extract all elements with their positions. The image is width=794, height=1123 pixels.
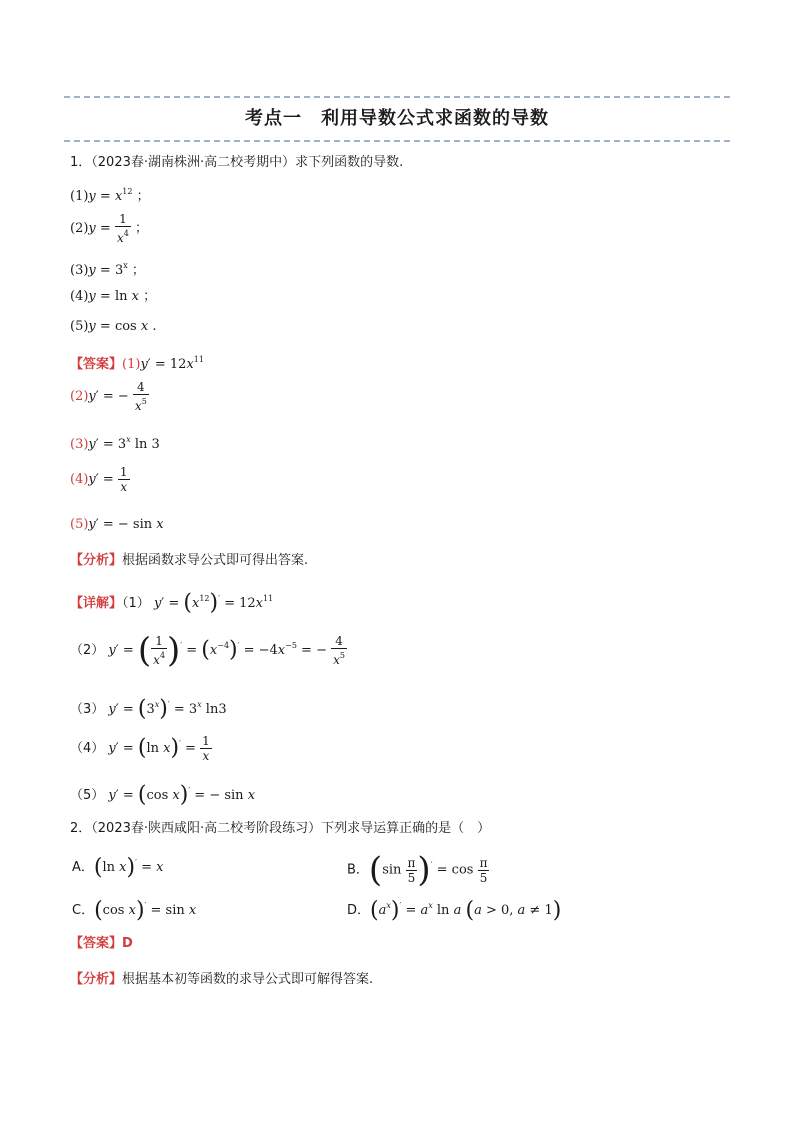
- q1-answer-3: $(3)y' = 3^x$ ln 3: [70, 435, 160, 452]
- option-a[interactable]: A．(ln x)′ = x: [72, 855, 164, 880]
- q1-item-1: $(1)y = x^{12}$ ；: [70, 187, 150, 204]
- q1-answer-5: (5)y′ = − sin x: [70, 517, 164, 532]
- answer-tag: 【答案】: [70, 357, 123, 372]
- q1-detail-5: （5） y′ = (cos x)′ = − sin x: [70, 782, 256, 808]
- q1-detail-2: （2） y′ = ( $\frac{1}{x^4}$ )$' = (x^{-4})' = -4x^{-5}$ = − $\frac{4}{x^5}$: [70, 630, 345, 671]
- q1-detail-4: （4） y′ = (ln x)′ = $\frac{1}{x}$: [70, 734, 210, 763]
- q1-item-4: (4)y = ln x ；: [70, 289, 157, 304]
- q2-analysis: 【分析】根据基本初等函数的求导公式即可解得答案.: [70, 972, 374, 987]
- q1-analysis: 【分析】根据函数求导公式即可得出答案.: [70, 553, 309, 568]
- q1-item-5: (5)y = cos x .: [70, 319, 157, 334]
- q1-detail-3: （3） $y' = (3^x)' = 3^x$ ln3: [70, 696, 227, 722]
- q1-answer-2: (2)y′ = − $\frac{4}{x^5}$: [70, 380, 147, 413]
- question-source: （2023春·湖南株洲·高二校考期中）: [91, 155, 296, 170]
- q1-answer-1: 【答案】$(1)y' = 12x^{11}$: [70, 355, 204, 372]
- analysis-tag: 【分析】: [70, 553, 123, 568]
- q1-answer-4: (4)y′ = $\frac{1}{x}$: [70, 465, 128, 494]
- question-text: 下列求导运算正确的是（ ）: [321, 821, 491, 836]
- q1-item-3: $(3)y = 3^x$ ；: [70, 261, 145, 278]
- q2-answer: [70, 935, 133, 953]
- top-dashed-rule: [64, 96, 730, 98]
- section-title: 考点一 利用导数公式求函数的导数: [245, 108, 549, 129]
- bottom-dashed-rule: [64, 140, 730, 142]
- question-1-stem: [70, 154, 403, 172]
- option-b[interactable]: B．(sin $\frac{\pi}{5}$ )′ = cos $\frac{\pi}{5}$: [347, 850, 488, 890]
- option-d[interactable]: D．$(a^x)' = a^x$ ln a (a > 0, a ≠ 1): [347, 898, 562, 923]
- option-c[interactable]: C．(cos x)′ = sin x: [72, 898, 197, 923]
- analysis-tag: 【分析】: [70, 972, 123, 987]
- question-2-stem: [70, 820, 490, 838]
- answer-tag: 【答案】: [70, 936, 123, 951]
- question-number: 2．: [70, 821, 92, 836]
- question-number: 1．: [70, 155, 92, 170]
- q1-item-2: (2)y = $\frac{1}{x^4}$ ；: [70, 212, 148, 245]
- q1-detail-1: 【详解】（1） $y' = (x^{12})' = 12x^{11}$: [70, 590, 274, 616]
- detail-tag: 【详解】: [70, 596, 123, 611]
- question-text: 求下列函数的导数.: [295, 155, 404, 170]
- question-source: （2023春·陕西咸阳·高二校考阶段练习）: [91, 821, 322, 836]
- answer-value: D: [122, 936, 133, 951]
